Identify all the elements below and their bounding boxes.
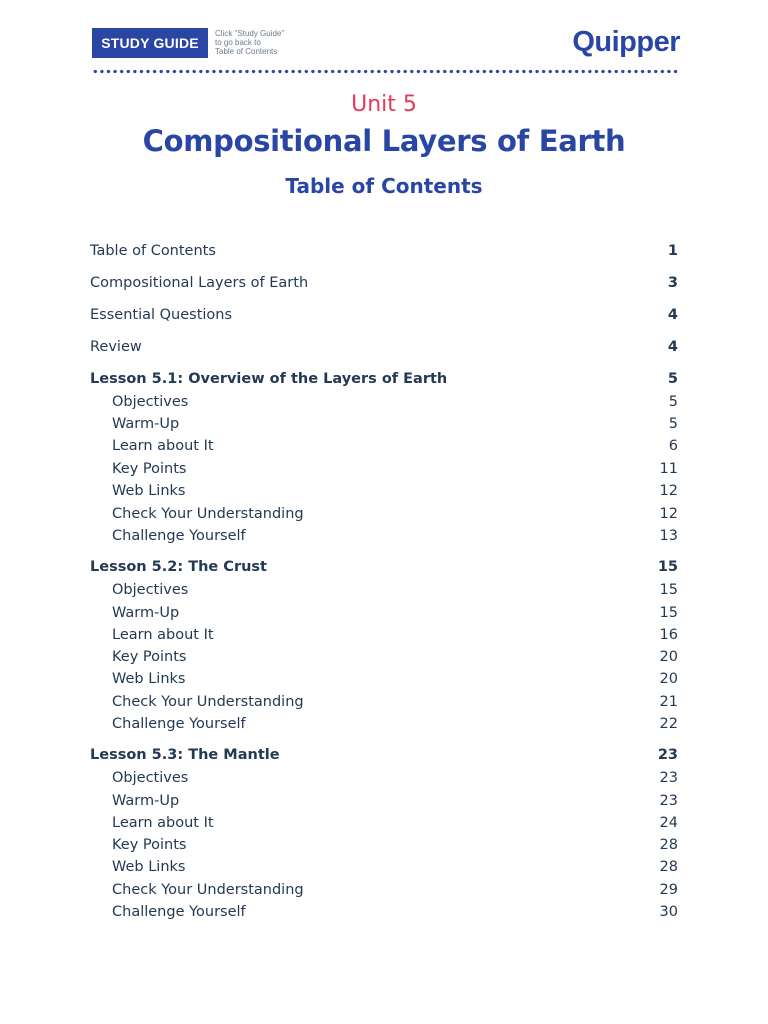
toc-entry-label: Web Links	[112, 483, 186, 499]
toc-entry[interactable]	[90, 307, 678, 329]
toc-entry-label: Web Links	[112, 859, 186, 875]
toc-entry-page: 15	[659, 605, 678, 621]
unit-label: Unit 5	[351, 92, 417, 117]
toc-entry-page: 12	[659, 506, 678, 522]
toc-entry-page: 5	[667, 371, 678, 387]
toc-entry[interactable]	[90, 582, 678, 604]
toc-entry-page: 4	[667, 339, 678, 355]
page-header	[92, 28, 680, 68]
toc-entry-label: Essential Questions	[90, 307, 233, 323]
toc-entry[interactable]	[90, 904, 678, 926]
toc-entry[interactable]	[90, 649, 678, 671]
toc-entry-label: Challenge Yourself	[112, 904, 246, 920]
toc-entry-label: Check Your Understanding	[112, 506, 304, 522]
toc-entry-page: 23	[657, 747, 678, 763]
toc-entry[interactable]	[90, 671, 678, 693]
toc-entry[interactable]	[90, 859, 678, 881]
toc-entry-label: Compositional Layers of Earth	[90, 275, 309, 291]
toc-entry-page: 4	[667, 307, 678, 323]
toc-entry[interactable]	[90, 416, 678, 438]
toc-entry-page: 20	[659, 649, 678, 665]
study-guide-button[interactable]: STUDY GUIDE	[92, 28, 208, 58]
toc-entry[interactable]	[90, 506, 678, 528]
toc-entry-label: Key Points	[112, 649, 187, 665]
toc-entry-page: 30	[659, 904, 678, 920]
toc-entry-label: Lesson 5.2: The Crust	[90, 559, 267, 575]
toc-entry-label: Objectives	[112, 394, 189, 410]
toc-entry[interactable]	[90, 747, 678, 769]
toc-entry-label: Lesson 5.3: The Mantle	[90, 747, 280, 763]
toc-entry[interactable]	[90, 815, 678, 837]
toc-entry-page: 5	[668, 394, 678, 410]
toc-entry-label: Warm-Up	[112, 416, 180, 432]
toc-entry-page: 20	[659, 671, 678, 687]
toc-entry-page: 3	[667, 275, 678, 291]
toc-entry[interactable]	[90, 605, 678, 627]
toc-entry-page: 5	[668, 416, 678, 432]
toc-entry[interactable]	[90, 627, 678, 649]
toc-entry-page: 23	[659, 770, 678, 786]
toc-entry[interactable]	[90, 243, 678, 265]
toc-entry[interactable]	[90, 793, 678, 815]
toc-entry[interactable]	[90, 394, 678, 416]
toc-entry[interactable]	[90, 528, 678, 550]
toc-entry-label: Key Points	[112, 461, 187, 477]
page-title: Compositional Layers of Earth	[142, 124, 626, 158]
toc-entry[interactable]	[90, 275, 678, 297]
toc-entry-page: 15	[659, 582, 678, 598]
toc-entry-label: Check Your Understanding	[112, 694, 304, 710]
toc-entry-label: Learn about It	[112, 627, 214, 643]
toc-entry-page: 21	[659, 694, 678, 710]
toc-entry[interactable]	[90, 837, 678, 859]
toc-entry-label: Key Points	[112, 837, 187, 853]
dotted-divider	[92, 69, 680, 74]
toc-entry-page: 12	[659, 483, 678, 499]
toc-entry-page: 1	[667, 243, 678, 259]
toc-entry[interactable]	[90, 339, 678, 361]
toc-entry-label: Warm-Up	[112, 605, 180, 621]
study-guide-hint	[215, 29, 305, 56]
toc-entry-page: 29	[659, 882, 678, 898]
toc-entry[interactable]	[90, 694, 678, 716]
toc-entry-page: 28	[659, 837, 678, 853]
toc-entry-label: Table of Contents	[90, 243, 216, 259]
toc-entry-page: 11	[659, 461, 678, 477]
toc-entry-label: Warm-Up	[112, 793, 180, 809]
toc-entry-page: 6	[668, 438, 678, 454]
toc-entry-label: Learn about It	[112, 438, 214, 454]
quipper-logo: Quipper	[572, 26, 680, 58]
toc-entry[interactable]	[90, 882, 678, 904]
toc-entry-label: Learn about It	[112, 815, 214, 831]
toc-entry-label: Challenge Yourself	[112, 528, 246, 544]
toc-entry-page: 15	[657, 559, 678, 575]
toc-entry-page: 16	[659, 627, 678, 643]
toc-entry[interactable]	[90, 770, 678, 792]
toc-entry-label: Objectives	[112, 770, 189, 786]
toc-entry-label: Web Links	[112, 671, 186, 687]
toc-heading: Table of Contents	[285, 174, 483, 198]
toc-entry-page: 22	[659, 716, 678, 732]
toc-entry-page: 28	[659, 859, 678, 875]
toc-entry[interactable]	[90, 483, 678, 505]
toc-entry[interactable]	[90, 438, 678, 460]
toc-entry[interactable]	[90, 716, 678, 738]
toc-entry-page: 23	[659, 793, 678, 809]
hint-line: Table of Contents	[215, 47, 278, 56]
toc-entry-label: Lesson 5.1: Overview of the Layers of Earth	[90, 371, 448, 387]
hint-line: Click "Study Guide"	[215, 29, 285, 38]
toc-entry-page: 24	[659, 815, 678, 831]
toc-entry-label: Objectives	[112, 582, 189, 598]
toc-entry[interactable]	[90, 371, 678, 393]
toc-entry[interactable]	[90, 461, 678, 483]
toc-entry[interactable]	[90, 559, 678, 581]
toc-entry-label: Challenge Yourself	[112, 716, 246, 732]
toc-entry-label: Review	[90, 339, 142, 355]
toc-entry-label: Check Your Understanding	[112, 882, 304, 898]
toc-entry-page: 13	[659, 528, 678, 544]
hint-line: to go back to	[215, 38, 261, 47]
